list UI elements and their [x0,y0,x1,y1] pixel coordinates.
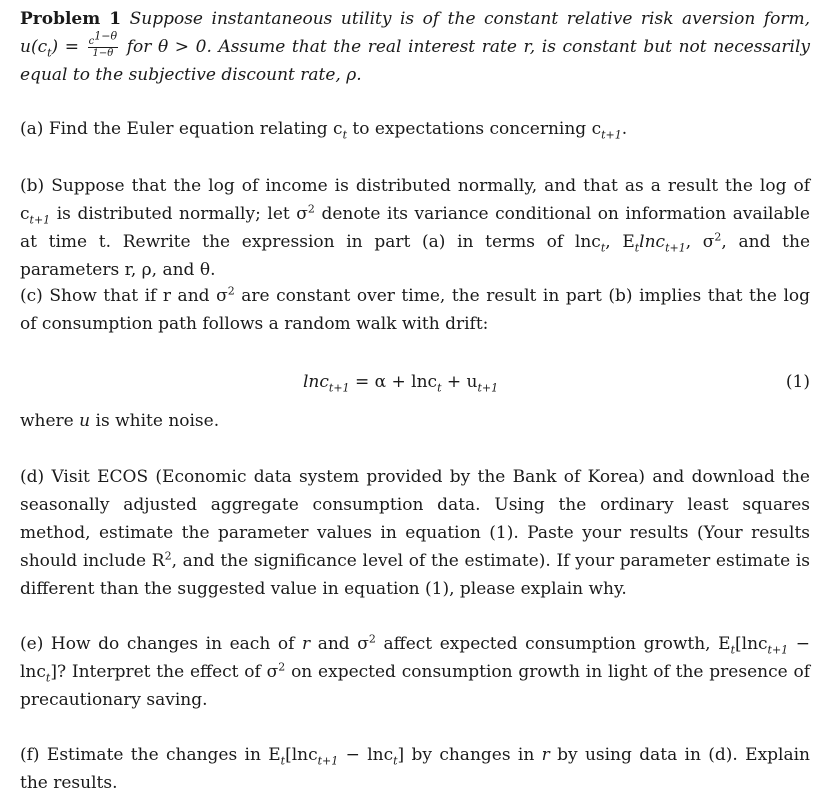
intro-part3: for θ > 0. Assume that the real interest rate r, is constant but not necessarily equal to the subjective discount rate, ρ. [20,37,810,85]
part-e-label: (e) [20,634,44,654]
part-d: (d) Visit ECOS (Economic data system provided by the Bank of Korea) and download the seasonally adjusted aggregate consumption data. Using the ordinary least squares method, estimate the parameter values in equation (1). Paste your results (Your results should include $R^2$, and the significance level of the estimate). If your parameter estimate is different than the suggested value in equation (1), please explain why. [20,467,810,599]
part-c-label: (c) [20,286,43,306]
equation-number: (1) [785,372,810,392]
equation-body: $\ln c_{t+1} = \alpha + \ln c_t + u_{t+1}$ [303,372,499,395]
part-a-label: (a) [20,119,44,139]
utility-fraction [88,29,118,59]
part-a: (a) Find the Euler equation relating $c_t$ to expectations concerning $c_{t+1}$. [20,119,628,142]
fraction-denominator: 1−θ [92,48,114,59]
intro-part1: Suppose instantaneous utility is of the constant relative risk aversion form, u(c [20,9,810,57]
problem-title: Problem 1 [20,9,122,29]
part-c: (c) Show that if r and $\sigma^2$ are constant over time, the result in part (b) implies that the log of consumption path follows a random walk with drift: [20,284,810,334]
part-f-label: (f) [20,745,40,765]
part-d-label: (d) [20,467,45,487]
part-b-label: (b) [20,176,45,196]
part-a-text-tail: to expectations concerning c [352,119,602,139]
part-e: (e) How do changes in each of r and $\sigma^2$ affect expected consumption growth, $E_t[\ln c_{t+1} - \ln c_t]$? Interpret the effect of $\sigma^2$ on expected consumption growth in light of the presence of precautionary saving. [20,632,811,710]
part-f: (f) Estimate the changes in $E_t[\ln c_{t+1} - \ln c_t]$ by changes in r by using data in (d). Explain the results. [20,745,811,793]
sub-t: t [47,46,52,60]
intro-part2: ) = [51,37,80,57]
equation-1 [20,368,810,396]
fraction-numerator: $c^{1-\theta}$ [88,29,118,47]
part-b: (b) Suppose that the log of income is distributed normally, and that as a result the log of $c_{t+1}$ is distributed normally; let $\sigma^2$ denote its variance conditional on information available at time t. Rewrite the expression in part (a) in terms of lnc$_t$, $E_t\ln c_{t+1}$, $\sigma^2$, and the parameters r, ρ, and θ. [20,176,811,280]
part-a-text: Find the Euler equation relating c [48,119,343,139]
white-noise-note: where u is white noise. [20,411,220,431]
problem-statement [20,5,810,89]
